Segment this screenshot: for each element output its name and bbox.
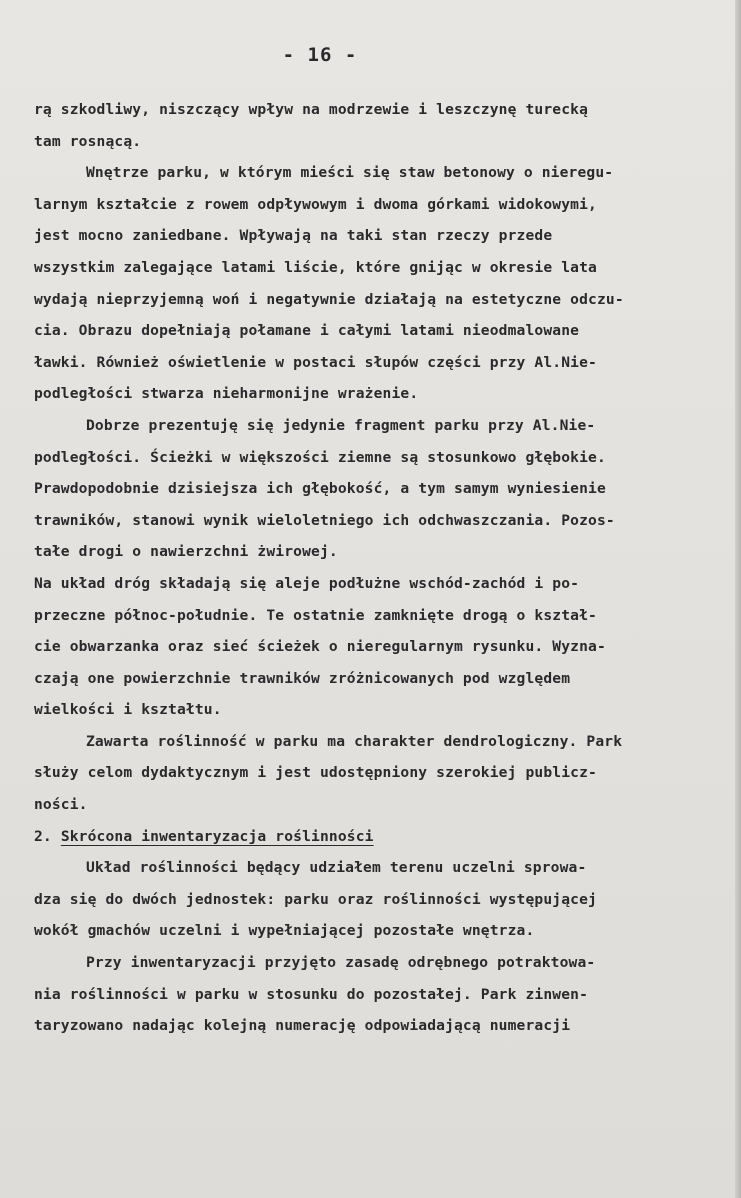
document-body (34, 94, 734, 1042)
text-line: jest mocno zaniedbane. Wpływają na taki stan rzeczy przede (34, 227, 553, 245)
text-line: ności. (34, 796, 88, 814)
text-line: Przy inwentaryzacji przyjęto zasadę odrębnego potraktowa- (86, 954, 596, 972)
text-line: nia roślinności w parku w stosunku do pozostałej. Park zinwen- (34, 985, 589, 1003)
text-line: wszystkim zalegające latami liście, które gnijąc w okresie lata (34, 258, 597, 276)
text-line: Na układ dróg składają się aleje podłużne wschód-zachód i po- (34, 574, 580, 592)
text-line: taryzowano nadając kolejną numerację odpowiadającą numeracji (34, 1017, 571, 1035)
text-line: podległości stwarza nieharmonijne wrażenie. (34, 385, 419, 403)
text-line: rą szkodliwy, niszczący wpływ na modrzewie i leszczynę turecką (34, 101, 589, 118)
text-line: wokół gmachów uczelni i wypełniającej pozostałe wnętrza. (34, 922, 535, 940)
text-line: Wnętrze parku, w którym mieści się staw betonowy o nieregu- (86, 164, 614, 182)
text-line: cia. Obrazu dopełniają połamane i całymi latami nieodmalowane (34, 322, 580, 340)
text-line: tam rosnącą. (34, 132, 142, 150)
text-line: trawników, stanowi wynik wieloletniego ich odchwaszczania. Pozos- (34, 511, 615, 529)
text-line: cie obwarzanka oraz sieć ścieżek o nieregularnym rysunku. Wyzna- (34, 638, 606, 656)
text-line: tałe drogi o nawierzchni żwirowej. (34, 543, 338, 561)
text-line: czają one powierzchnie trawników zróżnicowanych pod względem (34, 669, 571, 687)
text-line: Dobrze prezentuję się jedynie fragment parku przy Al.Nie- (86, 416, 596, 434)
text-line: podległości. Ścieżki w większości ziemne są stosunkowo głębokie. (34, 448, 606, 466)
section-heading (34, 821, 734, 853)
text-line: wielkości i kształtu. (34, 701, 222, 719)
text-line: służy celom dydaktycznym i jest udostępniony szerokiej publicz- (34, 764, 597, 782)
text-line: Układ roślinności będący udziałem terenu uczelni sprowa- (86, 859, 587, 877)
text-line: ławki. Również oświetlenie w postaci słupów części przy Al.Nie- (34, 353, 597, 371)
page-edge-shadow (735, 0, 741, 1198)
text-line: Zawarta roślinność w parku ma charakter dendrologiczny. Park (86, 732, 623, 750)
page-number: - 16 - (282, 44, 358, 66)
text-line: Prawdopodobnie dzisiejsza ich głębokość, a tym samym wyniesienie (34, 480, 606, 498)
text-line: larnym kształcie z rowem odpływowym i dwoma górkami widokowymi, (34, 195, 597, 213)
text-line: przeczne północ-południe. Te ostatnie zamknięte drogą o kształ- (34, 606, 597, 624)
section-number: 2. (34, 827, 52, 845)
text-line: dza się do dwóch jednostek: parku oraz roślinności występującej (34, 890, 597, 908)
text-line: wydają nieprzyjemną woń i negatywnie działają na estetyczne odczu- (34, 290, 624, 308)
section-title: Skrócona inwentaryzacja roślinności (60, 827, 374, 845)
